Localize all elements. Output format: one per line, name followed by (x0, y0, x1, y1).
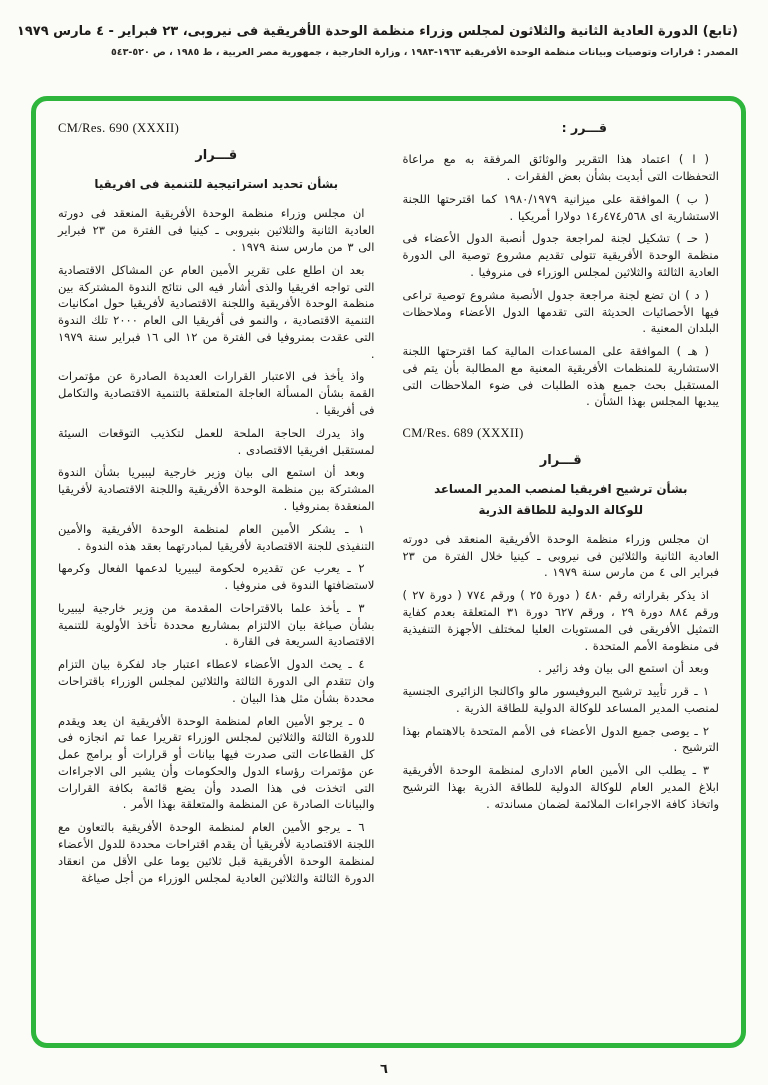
resolution-689-title: قـــرار (539, 453, 582, 469)
document-footer (0, 1062, 768, 1077)
document-header (16, 24, 738, 58)
clause-h: ( هـ ) الموافقة على المساعدات المالية كما اقترحتها اللجنة الاستشارية للمنظمات الأفريقية المعنية مع المطالبة بأن يتم فى المستقبل بحث جميع هذه الطلبات فى ضوء الملاحظات التى يبديها المجلس بهذا الشأن . (402, 344, 719, 409)
resolution-690-ref: CM/Res. 690 (XXXII) (58, 121, 180, 135)
resolution-690-operative-2: ٢ ـ يعرب عن تقديره لحكومة ليبيريا لدعمها الفعال وكرمها لاستضافتها الندوة فى منروفيا . (58, 561, 375, 593)
clause-b: ( ب ) الموافقة على ميزانية ١٩٨٠/١٩٧٩ كما اقترحتها اللجنة الاستشارية اى ٥٦٨ر٤٧٤ر١٤ دولارا أمريكيا . (402, 191, 719, 223)
left-column (58, 117, 375, 1033)
resolution-690-title: قـــرار (195, 148, 238, 164)
right-column (403, 117, 720, 1033)
resolution-689-paragraph: اذ يذكر بقراراته رقم ٤٨٠ ( دورة ٢٥ ) ورقم ٧٧٤ ( دورة ٢٧ ) ورقم ٨٨٤ دورة ٢٩ ، ورقم ٦٢٧ دورة ٣١ المتعلقة بعدم كفاية التمثيل الأفريقى فى المستويات العليا لمختلف الأجهزة التنفيذية فى منظومة الأمم المتحدة . (402, 588, 719, 653)
clause-g: ( حـ ) تشكيل لجنة لمراجعة جدول أنصبة الدول الأعضاء فى منظمة الوحدة الأفريقية تتولى تقديم مشروع توصية الى الدورة العادية الثالثة والثلاثين لمجلس الوزراء فى منروفيا . (402, 231, 719, 279)
resolution-690-operative-5: ٥ ـ يرجو الأمين العام لمنظمة الوحدة الأفريقية ان يعد ويقدم للدورة الثالثة والثلاثين لمجلس الوزراء تقريرا عما تم انجازه فى كل القطاعات التى صدرت فيها بيانات أو قرارات أو برامج عمل عن مؤتمرات رؤساء الدول والحكومات وأن يشير الى الاجراءات التى اتخذت فى هذا الصدد وأن يضع قائمة بكافة القرارات والبيانات الصادرة عن المنظمة والمتعلقة بهذا الأمر . (58, 713, 375, 812)
resolution-689-paragraph: ان مجلس وزراء منظمة الوحدة الأفريقية المنعقد فى دورته العادية الثانية والثلاثين فى نيروبى ـ كينيا خلال الفترة من ٢٣ فبراير الى ٤ من مارس سنة ١٩٧٩ . (402, 531, 719, 580)
resolution-690-operative-6: ٦ ـ يرجو الأمين العام لمنظمة الوحدة الأفريقية بالتعاون مع اللجنة الاقتصادية لأفريقيا أن يقدم اقتراحات محددة للدول الأعضاء لمنظمة الوحدة الأفريقية قبل ثلاثين يوما على الأقل من انعقاد الدورة الثالثة والثلاثين العادية لمجلس الوزراء من أجل صياغة (58, 820, 375, 885)
resolution-689-operative-1: ١ ـ قرر تأييد ترشيح البروفيسور مالو واكالنجا الزائيرى الجنسية لمنصب المدير المساعد للوكالة الدولية للطاقة الذرية . (402, 684, 719, 715)
resolution-690-operative-1: ١ ـ يشكر الأمين العام لمنظمة الوحدة الأفريقية والأمين التنفيذى للجنة الاقتصادية لأفريقيا لمبادرتهما بعقد هذه الندوة . (58, 521, 375, 553)
resolution-690-operative-3: ٣ ـ يأخذ علما بالاقتراحات المقدمة من وزير خارجية ليبيريا بشأن صياغة بيان الالتزام بمشاريع محددة تأخذ الأولوية للتنمية الاقتصادية السريعة فى القارة . (58, 600, 375, 649)
resolution-690-paragraph: واذ يأخذ فى الاعتبار القرارات العديدة الصادرة عن مؤتمرات القمة بشأن المسألة العاجلة المتعلقة بالتنمية الاقتصادية والتكامل فى أفريقيا . (58, 369, 375, 418)
source-citation: المصدر : قرارات وتوصيات وبيانات منظمة الوحدة الأفريقية ١٩٦٣-١٩٨٣ ، وزارة الخارجية ، جمهورية مصر العربية ، ط ١٩٨٥ ، ص ٥٢٠-٥٤٣ (110, 47, 738, 58)
page-number: ٦ (380, 1062, 388, 1077)
resolution-689-ref: CM/Res. 689 (XXXII) (402, 426, 524, 441)
highlight-frame (31, 96, 746, 1048)
resolution-690-paragraph: ان مجلس وزراء منظمة الوحدة الأفريقية المنعقد فى دورته العادية الثانية والثلاثين بنيروبى ـ كينيا فى الفترة من ٢٣ فبراير الى ٣ من مارس سنة ١٩٧٩ . (58, 206, 375, 254)
resolution-689-subtitle-line1: بشأن ترشيح افريقيا لمنصب المدير المساعد (434, 482, 688, 497)
session-title: (تابع) الدورة العادية الثانية والثلاثون لمجلس وزراء منظمة الوحدة الأفريقية فى نيروبى، ٢٣ فبراير - ٤ مارس ١٩٧٩ (16, 24, 738, 39)
clause-d: ( د ) ان تضع لجنة مراجعة جدول الأنصبة مشروع توصية تراعى فيها الأحصائيات الحديثة التى تقدمها الدول الأعضاء وملاحظات البلدان المعنية . (402, 287, 719, 336)
resolution-689-subtitle-line2: للوكالة الدولية للطاقة الذرية (478, 502, 644, 517)
resolution-690-paragraph: بعد ان اطلع على تقرير الأمين العام عن المشاكل الاقتصادية التى تواجه افريقيا والذى أشار فيه الى نتائج الندوة المشتركة بين منظمة الوحدة الأفريقية واللجنة الاقتصادية لأفريقيا حول امكانيات التنمية الاقتصادية ، والنمو فى أفريقيا الى العام ٢٠٠٠ تلك الندوة التى عقدت بمنروفيا فى الفترة من ١٢ الى ١٦ فبراير سنة ١٩٧٩ . (58, 262, 375, 361)
resolution-689-paragraph: وبعد أن استمع الى بيان وفد زائير . (537, 661, 709, 676)
resolution-690-subtitle: بشأن تحديد استراتيجية للتنمية فى افريقيا (94, 177, 339, 192)
clause-a: ( ا ) اعتماد هذا التقرير والوثائق المرفقة به مع مراعاة التحفظات التى أبديت بشأن بعض الفقرات . (402, 152, 719, 184)
resolution-689-operative-3: ٣ ـ يطلب الى الأمين العام الادارى لمنظمة الوحدة الأفريقية ابلاغ المدير العام للوكالة الدولية للطاقة الذرية بهذا الترشيح واتخاذ كافة الاجراءات الملائمة لضمان مساندته . (402, 763, 719, 811)
resolution-690-operative-4: ٤ ـ يحث الدول الأعضاء لاعطاء اعتبار جاد لفكرة بيان التزام وان تتقدم الى الدورة الثالثة والثلاثين لمجلس الوزراء باقتراحات محددة بشأن مثل هذا البيان . (58, 657, 375, 705)
decides-heading: قـــرر : (561, 120, 607, 135)
two-column-layout (58, 117, 719, 1033)
resolution-690-paragraph: واذ يدرك الحاجة الملحة للعمل لتكذيب التوقعات السيئة لمستقبل افريقيا الاقتصادى . (58, 425, 375, 457)
resolution-689-operative-2: ٢ ـ يوصى جميع الدول الأعضاء فى الأمم المتحدة بالاهتمام بهذا الترشيح . (402, 723, 719, 755)
resolution-690-paragraph: وبعد أن استمع الى بيان وزير خارجية ليبيريا بشأن الندوة المشتركة بين منظمة الوحدة الأفريقية واللجنة الاقتصادية لأفريقيا المنعقدة بمنروفيا . (58, 465, 375, 513)
